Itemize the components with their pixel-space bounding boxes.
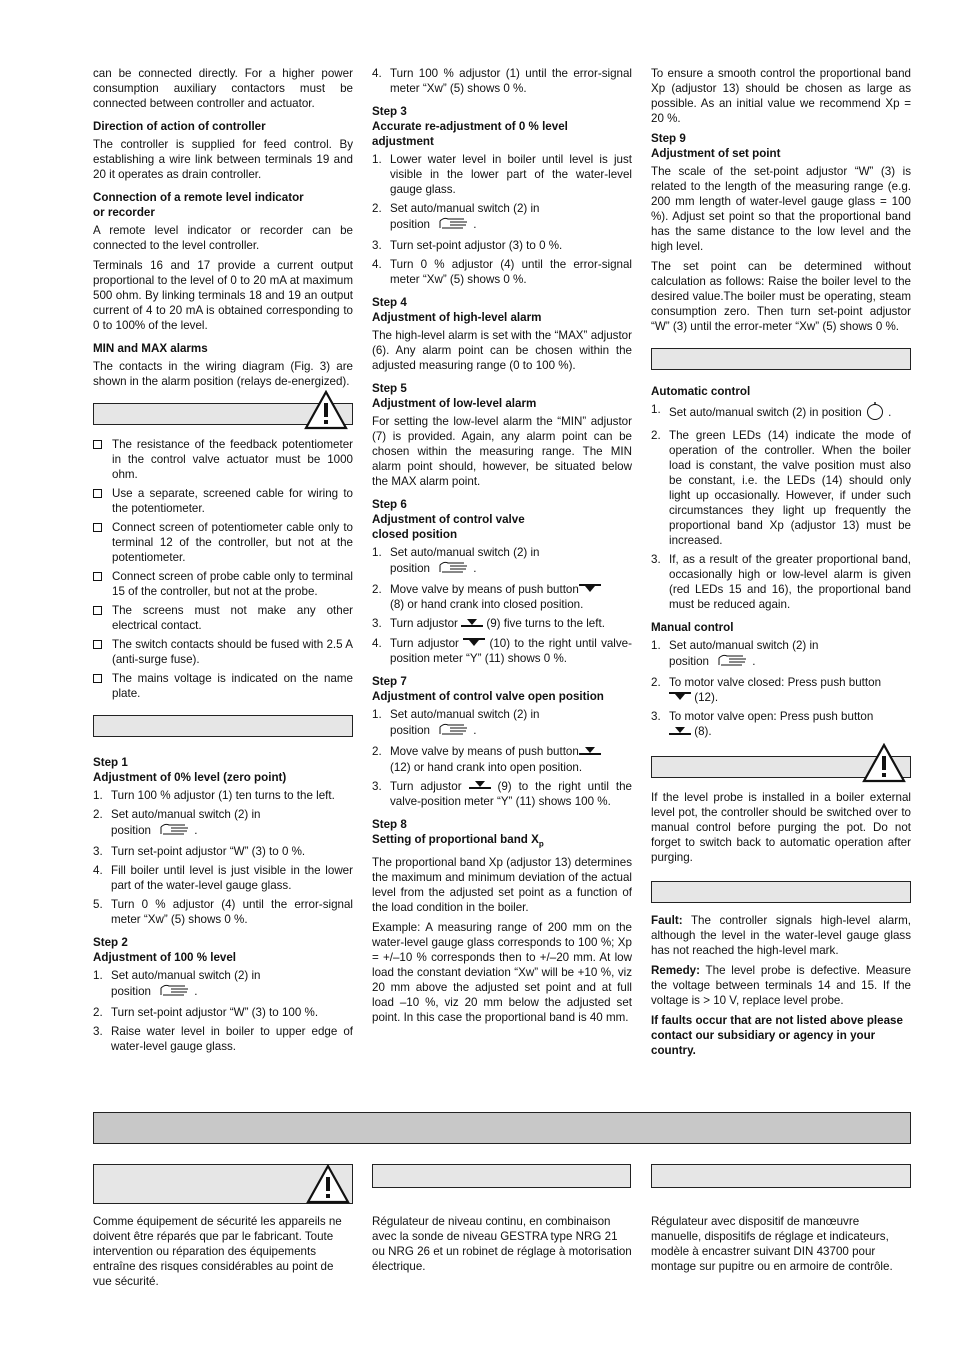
checklist-item: Connect screen of potentiometer cable only to terminal 12 of the controller, but not at the potentiometer. xyxy=(93,520,353,565)
close-valve-button-icon xyxy=(463,636,485,651)
checkbox-square-icon xyxy=(93,440,102,449)
step5-title: Adjustment of low-level alarm xyxy=(372,397,537,410)
hand-position-icon xyxy=(159,822,191,840)
direction-paragraph: The controller is supplied for feed control. By establishing a wire link between terminals 19 and 20 it operates as drain controller. xyxy=(93,138,353,181)
close-valve-button-icon xyxy=(669,690,691,705)
heading-automatic-control: Automatic control xyxy=(651,385,751,398)
manual-control-list xyxy=(651,638,911,740)
list-item: 3. Turn adjustor (9) five turns to the left. xyxy=(372,617,605,631)
french-section-bar xyxy=(93,1112,911,1144)
checklist-item: Connect screen of probe cable only to terminal 15 of the controller, but not at the probe. xyxy=(93,569,353,599)
list-item: 4. Turn 100 % adjustor (1) until the error-signal meter “Xw” (5) shows 0 %. xyxy=(372,67,632,95)
french-column-1: Comme équipement de sécurité les appareils ne doivent être réparés que par le fabricant. Toute intervention ou réparation des équipements entraîne des risques considérables au point de vue sécurité. xyxy=(93,1215,342,1288)
list-item: 3. Raise water level in boiler to upper edge of water-level gauge glass. xyxy=(93,1025,353,1053)
step1-label: Step 1 xyxy=(93,756,128,769)
purging-warning-box xyxy=(651,756,911,778)
step4-label: Step 4 xyxy=(372,296,407,309)
step5-label: Step 5 xyxy=(372,382,407,395)
warning-triangle-icon xyxy=(862,743,906,787)
checkbox-square-icon xyxy=(93,606,102,615)
step4-title: Adjustment of high-level alarm xyxy=(372,311,542,324)
list-item: 4. Turn adjustor (10) to the right until valve-position meter “Y” (11) shows 0 %. xyxy=(372,636,632,666)
french-design-box xyxy=(651,1164,911,1188)
list-item: 2. Set auto/manual switch (2) in position . xyxy=(93,807,353,840)
operation-section-box xyxy=(651,348,911,370)
list-item: 1. Set auto/manual switch (2) in position . xyxy=(651,402,911,424)
list-item: 1. Set auto/manual switch (2) in position . xyxy=(651,638,911,671)
hand-position-icon xyxy=(438,722,470,740)
open-valve-button-icon xyxy=(669,725,691,740)
list-item: 4. Turn 0 % adjustor (4) until the error-signal meter “Xw” (5) shows 0 %. xyxy=(372,258,632,286)
hand-position-icon xyxy=(438,216,470,234)
auto-position-circle-icon xyxy=(865,402,885,424)
step3-label: Step 3 xyxy=(372,105,407,118)
heading-remote-1: Connection of a remote level indicator xyxy=(93,191,304,204)
remote-paragraph-2: Terminals 16 and 17 provide a current output proportional to the level of 0 to 20 mA at maximum 500 ohm. By linking terminals 18 and 19 an output current of 4 to 20 mA is obtained corresponding to 0 to 100% of the level. xyxy=(93,259,353,332)
warning-triangle-icon xyxy=(304,390,348,434)
step6-list xyxy=(372,545,632,666)
checklist-item: Use a separate, screened cable for wiring to the potentiometer. xyxy=(93,486,353,516)
french-warning-box xyxy=(93,1164,353,1204)
step3-title: Accurate re-adjustment of 0 % level adjustment xyxy=(372,120,568,148)
commissioning-section-box xyxy=(93,715,353,737)
hand-position-icon xyxy=(717,653,749,671)
list-item: 4. Fill boiler until level is just visible in the lower part of the water-level gauge glass. xyxy=(93,864,353,892)
warning-section-box xyxy=(93,403,353,425)
french-function-box xyxy=(372,1164,631,1188)
checkbox-square-icon xyxy=(93,489,102,498)
list-item: 1. Set auto/manual switch (2) in position . xyxy=(372,545,632,578)
step5-paragraph: For setting the low-level alarm the “MIN” adjustor (7) is provided. Again, any alarm point can be chosen within the measuring range. The MIN alarm point should, however, be situated below the MAX alarm point. xyxy=(372,415,632,488)
heading-remote-2: or recorder xyxy=(93,206,155,219)
list-item: 1. Set auto/manual switch (2) in position . xyxy=(93,968,353,1001)
checklist-item: The switch contacts should be fused with 2.5 A (anti-surge fuse). xyxy=(93,637,353,667)
list-item: 3. Turn set-point adjustor “W” (3) to 0 %. xyxy=(93,845,306,858)
open-valve-button-icon xyxy=(461,617,483,632)
heading-direction: Direction of action of controller xyxy=(93,120,266,133)
column-3 xyxy=(651,66,911,1063)
list-item: 2. Move valve by means of push button (8) or hand crank into closed position. xyxy=(372,582,632,612)
step6-label: Step 6 xyxy=(372,498,407,511)
fault-paragraph: Fault: The controller signals high-level alarm, although the level in the water-level gauge glass has not reached the high-level mark. xyxy=(651,913,911,957)
step3-list xyxy=(372,152,632,287)
list-item: 5. Turn 0 % adjustor (4) until the error-signal meter “Xw” (5) shows 0 %. xyxy=(93,898,353,926)
step6-title-2: closed position xyxy=(372,528,458,541)
closing-note: If faults occur that are not listed above please contact our subsidiary or agency in your country. xyxy=(651,1013,903,1057)
list-item: 1. Set auto/manual switch (2) in position . xyxy=(372,707,632,740)
list-item: 3. To motor valve open: Press push button (8). xyxy=(651,710,874,739)
step4-paragraph: The high-level alarm is set with the “MAX” adjustor (6). Any alarm point can be chosen within the adjusted measuring range (0 to 100 %). xyxy=(372,329,632,372)
step8-paragraph-1: The proportional band Xp (adjustor 13) determines the maximum and minimum deviation of the actual level from the adjusted set point as a function of the load condition in the boiler. xyxy=(372,855,632,914)
automatic-control-list xyxy=(651,402,911,612)
purge-paragraph: If the level probe is installed in a boiler external level pot, the controller should be switched over to manual control before purging the pot. Do not forget to switch back to automatic operation after purging. xyxy=(651,790,911,864)
heading-alarms: MIN and MAX alarms xyxy=(93,342,208,355)
step9-paragraph-2: The set point can be determined without calculation as follows: Raise the boiler level to the desired value.The boiler must be operating, steam consumption zero. Then turn set-point adjustor “W” (3) until the error-meter “Xw” (5) shows 0 %. xyxy=(651,260,911,333)
step7-list xyxy=(372,707,632,809)
alarms-paragraph: The contacts in the wiring diagram (Fig. 3) are shown in the alarm position (relays de-energized). xyxy=(93,360,353,388)
step9-label: Step 9 xyxy=(651,132,686,145)
open-valve-button-icon xyxy=(469,779,491,794)
checklist-item: The resistance of the feedback potentiometer in the control valve actuator must be 1000 ohm. xyxy=(93,437,353,482)
french-column-3: Régulateur avec dispositif de manœuvre manuelle, dispositifs de réglage et indicateurs, modèle à encastrer suivant DIN 43700 pour montage sur pupitre ou en armoire de contrôle. xyxy=(651,1215,893,1273)
list-item: 1. Turn 100 % adjustor (1) ten turns to the left. xyxy=(93,789,335,802)
warning-triangle-icon xyxy=(306,1164,350,1208)
safety-checklist xyxy=(93,437,353,701)
column-2 xyxy=(372,66,632,1030)
step8-paragraph-2: Example: A measuring range of 200 mm on the water-level gauge glass corresponds to 100 %; Xp = +/–10 % corresponds then to +/–20 mm. At low load the constant deviation “Xw” will be +10 %, viz 20 mm above the adjusted set point and at full load –10 %, viz 20 mm below the adjusted set point. In this case the proportional band is 40 mm. xyxy=(372,920,632,1024)
step8-title: Setting of proportional band $X_p$ xyxy=(372,833,544,849)
step2-list-continued xyxy=(372,66,632,96)
column-1 xyxy=(93,66,353,1060)
checklist-item: The screens must not make any other electrical contact. xyxy=(93,603,353,633)
close-valve-button-icon xyxy=(579,582,601,597)
list-item: 3. If, as a result of the greater proportional band, occasionally high or low-level alarm is given (red LEDs 15 and 16), the proportional band must be reduced again. xyxy=(651,553,911,611)
heading-manual-control: Manual control xyxy=(651,621,734,634)
list-item: 2. Move valve by means of push button (12) or hand crank into open position. xyxy=(372,744,632,774)
step1-list xyxy=(93,788,353,927)
intro-paragraph: can be connected directly. For a higher power consumption auxiliary contactors must be connected between controller and actuator. xyxy=(93,67,353,110)
step1-title: Adjustment of 0% level (zero point) xyxy=(93,771,287,784)
list-item: 2. Turn set-point adjustor “W” (3) to 100 %. xyxy=(93,1006,319,1019)
step7-title: Adjustment of control valve open position xyxy=(372,690,604,704)
checkbox-square-icon xyxy=(93,523,102,532)
french-column-2: Régulateur de niveau continu, en combinaison avec la sonde de niveau GESTRA type NRG 21 ou NRG 26 et un robinet de réglage à motorisation électrique. xyxy=(372,1215,632,1273)
list-item: 2. Set auto/manual switch (2) in position . xyxy=(372,201,632,234)
step6-title-1: Adjustment of control valve xyxy=(372,513,525,526)
fault-finding-box xyxy=(651,881,911,903)
list-item: 1. Lower water level in boiler until level is just visible in the lower part of the water-level gauge glass. xyxy=(372,153,632,196)
checkbox-square-icon xyxy=(93,674,102,683)
step2-title: Adjustment of 100 % level xyxy=(93,951,237,964)
checkbox-square-icon xyxy=(93,640,102,649)
list-item: 3. Turn set-point adjustor (3) to 0 %. xyxy=(372,239,563,252)
list-item: 3. Turn adjustor (9) to the right until the valve-position meter “Y” (11) shows 100 %. xyxy=(372,779,632,809)
list-item: 2. To motor valve closed: Press push button (12). xyxy=(651,676,882,704)
checkbox-square-icon xyxy=(93,572,102,581)
list-item: 2. The green LEDs (14) indicate the mode of operation of the controller. When the boiler load is constant, the valve position must also be constant, i.e. the LEDs (14) should only light up occasionally. However, if under such circumstances they light up frequently the proportional band Xp (adjustor 13) must be increased. xyxy=(651,429,911,547)
step7-label: Step 7 xyxy=(372,675,407,689)
step9-paragraph-1: The scale of the set-point adjustor “W” (3) is related to the length of the measuring range (e.g. 200 mm length of water-level gauge glass = 100 %). Adjust set point so that the proportional band has the same distance to the low level and the high level. xyxy=(651,165,911,253)
checklist-item: The mains voltage is indicated on the name plate. xyxy=(93,671,353,701)
hand-position-icon xyxy=(438,560,470,578)
step2-label: Step 2 xyxy=(93,936,128,949)
remote-paragraph-1: A remote level indicator or recorder can be connected to the level controller. xyxy=(93,224,353,252)
intro-paragraph: To ensure a smooth control the proportional band Xp (adjustor 13) should be chosen as large as possible. As an initial value we recommend Xp = 20 %. xyxy=(651,67,911,125)
step9-title: Adjustment of set point xyxy=(651,147,781,160)
open-valve-button-icon xyxy=(579,745,601,760)
step8-label: Step 8 xyxy=(372,818,407,832)
hand-position-icon xyxy=(159,983,191,1001)
remedy-paragraph: Remedy: The level probe is defective. Measure the voltage between terminals 14 and 15. If the voltage is > 10 V, replace level probe. xyxy=(651,963,911,1007)
step2-list xyxy=(93,968,353,1054)
